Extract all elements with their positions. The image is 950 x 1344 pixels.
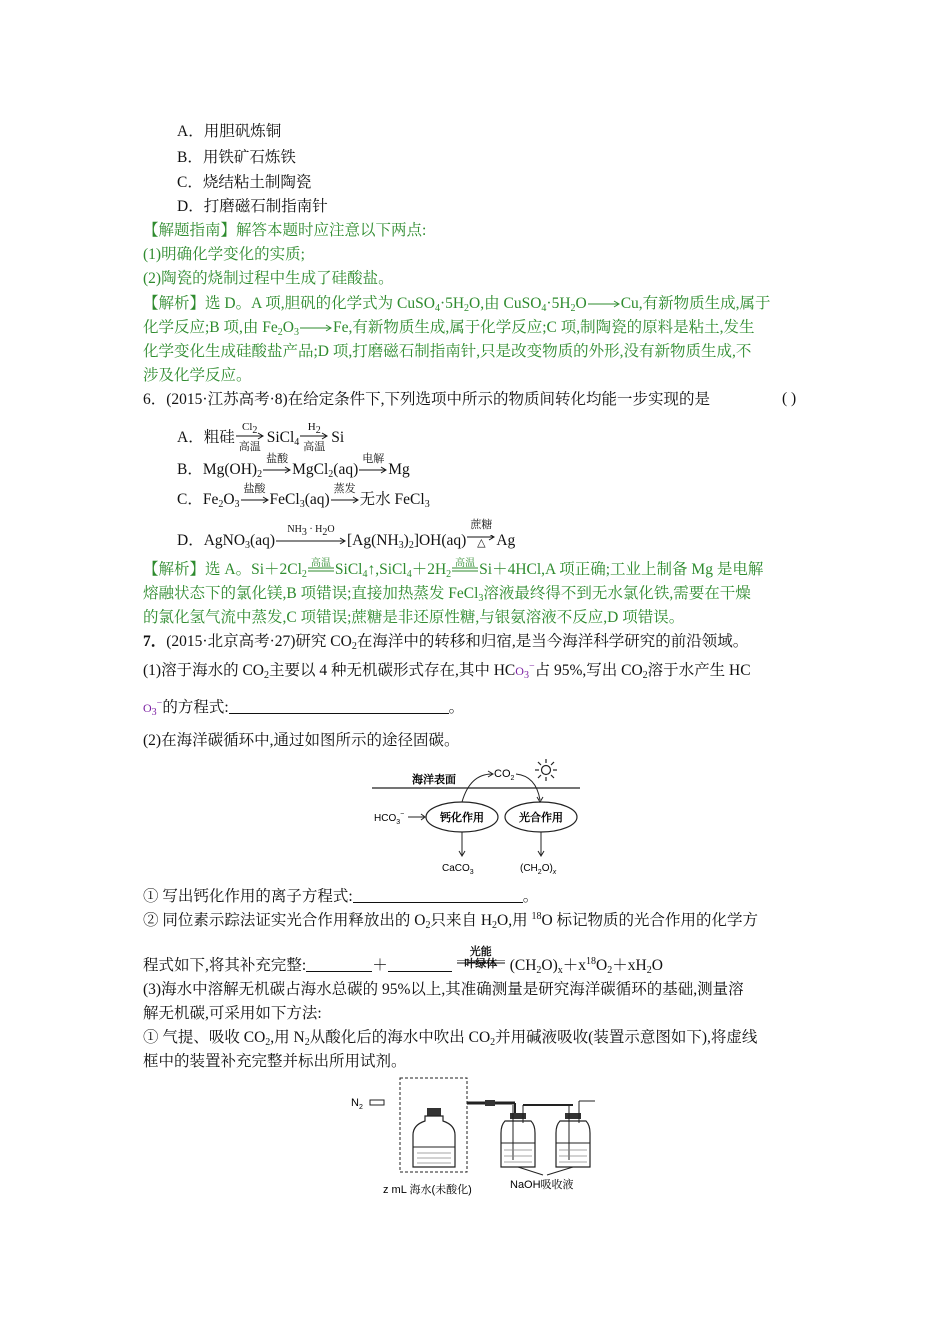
text: O bbox=[282, 319, 294, 336]
q7-part-3-sub-1-line-2: 框中的装置补充完整并标出所用试剂。 bbox=[143, 1053, 407, 1070]
text: B．Mg(OH) bbox=[177, 461, 258, 478]
text: 溶于水产生 HC bbox=[647, 662, 751, 679]
q7-part-3-sub-1: ① 气提、吸收 $CO_2$,用 $N_2$从酸化后的海水中吹出 $CO_2$并用碱液吸收(装置示意图如下),将虚线 bbox=[143, 1029, 758, 1048]
sub: 2 bbox=[322, 527, 328, 538]
text: 占 95%,写出 CO bbox=[534, 662, 643, 679]
condition-arrow bbox=[466, 519, 496, 549]
sub: 2 bbox=[328, 469, 334, 480]
text: Si bbox=[331, 429, 345, 446]
condition-arrow bbox=[299, 421, 329, 453]
photosynthesis-label: 光合作用 bbox=[519, 812, 563, 824]
q6-option-b bbox=[177, 453, 410, 480]
sup: − bbox=[156, 698, 163, 709]
q6-option-d bbox=[177, 519, 516, 551]
answer-blank[interactable] bbox=[229, 697, 449, 714]
text: 程式如下,将其补充完整: bbox=[143, 957, 307, 974]
condition-arrow bbox=[275, 524, 347, 545]
text: O,由 CuSO bbox=[469, 295, 542, 312]
cond: Cl bbox=[242, 421, 253, 433]
text: O 标记物质的光合作用的化学方 bbox=[541, 912, 759, 929]
q6-option-a bbox=[177, 421, 345, 453]
text: 化学反应;B 项,由 Fe bbox=[143, 319, 278, 336]
sub: 2 bbox=[252, 425, 258, 436]
q6-analysis-line-2: 熔融状态下的氯化镁,B 项错误;直接加热蒸发 FeCl$_3$溶液最终得不到无水氯化铁,需要在干燥 bbox=[143, 585, 751, 604]
text: O bbox=[575, 295, 587, 312]
text: ]OH(aq) bbox=[413, 532, 467, 549]
sub: 3 bbox=[424, 499, 430, 510]
condition-arrow bbox=[451, 558, 479, 574]
answer-blank[interactable] bbox=[306, 955, 372, 972]
sub: 3 bbox=[398, 540, 404, 551]
sub: 4 bbox=[294, 437, 300, 448]
answer-paren: ( ) bbox=[782, 390, 797, 407]
text: ·5H bbox=[439, 295, 465, 312]
q5-analysis-line-4: 涉及化学反应。 bbox=[143, 367, 252, 384]
text: 。 bbox=[448, 699, 465, 716]
cond: H bbox=[307, 421, 316, 433]
text: (2015·北京高考·27)研究 CO bbox=[166, 633, 352, 650]
text: 熔融状态下的氯化镁,B 项错误;直接加热蒸发 FeCl bbox=[143, 585, 479, 602]
sub: 3 bbox=[301, 527, 307, 538]
text: 只来自 H bbox=[430, 912, 493, 929]
hco3-label: $HCO_3^-$ bbox=[374, 811, 405, 826]
condition-arrow bbox=[235, 421, 265, 453]
text: Si＋4HCl,A 项正确;工业上制备 Mg 是电解 bbox=[479, 561, 764, 578]
guide-heading: 【解题指南】解答本题时应注意以下两点: bbox=[143, 222, 427, 239]
sub: 3 bbox=[234, 499, 240, 510]
q6-analysis-line-3: 的氯化氢气流中蒸发,C 项错误;蔗糖是非还原性糖,与银氨溶液不反应,D 项错误。 bbox=[143, 609, 685, 626]
text: D．AgNO bbox=[177, 532, 246, 549]
q7-sub-2-line-2: 程式如下,将其补充完整: ＋ 光能 叶绿体 $(CH_2O)_x+x^{18}O_2+xH_2O$ bbox=[143, 955, 663, 976]
q5-option-a: A．用胆矾炼铜 bbox=[177, 123, 282, 140]
seawater-label: z mL 海水(未酸化) bbox=[383, 1184, 472, 1196]
reaction-arrow bbox=[587, 298, 621, 308]
text: 溶液最终得不到无水氯化铁,需要在干燥 bbox=[483, 585, 751, 602]
absorption-bottle-2 bbox=[556, 1101, 595, 1167]
sample-flask bbox=[413, 1108, 455, 1167]
q5-option-c: C．烧结粘土制陶瓷 bbox=[177, 174, 312, 191]
sub: 3 bbox=[245, 540, 251, 551]
condition-arrow bbox=[262, 453, 292, 474]
guide-point-2: (2)陶瓷的烧制过程中生成了硅酸盐。 bbox=[143, 270, 394, 287]
text: ＋ bbox=[372, 957, 388, 974]
text: (aq) bbox=[333, 461, 359, 478]
q6-stem: 6．(2015·江苏高考·8)在给定条件下,下列选项中所示的物质间转化均能一步实现的是 bbox=[143, 391, 711, 408]
sup: 18 bbox=[531, 911, 542, 922]
sub: 3 bbox=[151, 707, 157, 718]
text: (aq) bbox=[250, 532, 275, 549]
text: ) bbox=[403, 532, 409, 549]
cond: 盐酸 bbox=[243, 483, 266, 495]
answer-blank[interactable] bbox=[388, 955, 452, 972]
cond: 光能 bbox=[469, 946, 492, 958]
sup: 18 bbox=[586, 956, 597, 967]
ion-symbol: O bbox=[515, 664, 524, 678]
cond: 蔗糖 bbox=[470, 519, 493, 531]
text: 无水 FeCl bbox=[359, 491, 425, 508]
cond: 高温 bbox=[303, 441, 326, 453]
calcification-label: 钙化作用 bbox=[440, 812, 484, 824]
q7-part-2: (2)在海洋碳循环中,通过如图所示的途径固碳。 bbox=[143, 732, 460, 749]
sub: x bbox=[557, 965, 563, 976]
reaction-arrow bbox=[299, 322, 333, 332]
sup: − bbox=[528, 661, 535, 672]
text: ＋xH bbox=[612, 957, 647, 974]
cond: 蒸发 bbox=[333, 483, 356, 495]
cond: NH bbox=[287, 524, 302, 535]
text: Mg bbox=[388, 461, 410, 478]
q5-option-b: B．用铁矿石炼铁 bbox=[177, 149, 296, 166]
text: C．Fe bbox=[177, 491, 219, 508]
cond: 高温 bbox=[455, 558, 476, 569]
text: ① 气提、吸收 CO bbox=[143, 1029, 266, 1046]
text: O bbox=[596, 957, 608, 974]
text: ② 同位素示踪法证实光合作用释放出的 O bbox=[143, 912, 426, 929]
cond: △ bbox=[477, 537, 486, 549]
cond: 高温 bbox=[238, 441, 261, 453]
text: [Ag(NH bbox=[346, 532, 399, 549]
text: ＋2H bbox=[411, 561, 447, 578]
bicarbonate-ion bbox=[143, 698, 163, 718]
q5-analysis-line-3: 化学变化生成硅酸盐产品;D 项,打磨磁石制指南针,只是改变物质的外形,没有新物质生成,不 bbox=[143, 343, 752, 360]
text: O bbox=[651, 957, 663, 974]
condition-arrow bbox=[330, 483, 360, 504]
text: ① 写出钙化作用的离子方程式: bbox=[143, 888, 353, 905]
carbon-cycle-figure bbox=[370, 758, 590, 878]
answer-blank[interactable] bbox=[353, 886, 523, 903]
absorption-bottle-1 bbox=[501, 1105, 535, 1167]
condition-arrow bbox=[240, 483, 270, 504]
text: ↑,SiCl bbox=[367, 561, 407, 578]
text: (1)溶于海水的 CO bbox=[143, 662, 264, 679]
text: FeCl bbox=[269, 491, 300, 508]
text: 并用碱液吸收(装置示意图如下),将虚线 bbox=[495, 1029, 758, 1046]
text: Fe,有新物质生成,属于化学反应;C 项,制陶瓷的原料是粘土,发生 bbox=[332, 319, 755, 336]
q5-option-d: D．打磨磁石制指南针 bbox=[177, 198, 328, 215]
text: A．粗硅 bbox=[177, 429, 235, 446]
text: O bbox=[223, 491, 235, 508]
caco3-label: CaCO$_3$ bbox=[442, 863, 474, 876]
text: 【解析】选 D。A 项,胆矾的化学式为 CuSO bbox=[143, 295, 435, 312]
q7-part-1-line-2 bbox=[143, 697, 464, 718]
q7-part-1-line-1: (1)溶于海水的 $CO_2$主要以 4 种无机碳形式存在,其中 $HCO_3^-$占 95%,写出 $CO_2$溶于水产生 HC bbox=[143, 661, 751, 681]
q5-analysis-line-2: 化学反应;B 项,由 $Fe_2O_3$ Fe,有新物质生成,属于化学反应;C 项,制陶瓷的原料是粘土,发生 bbox=[143, 319, 755, 338]
q7-stem: 7．(2015·北京高考·27)研究 $CO_2$在海洋中的转移和归宿,是当今海洋科学研究的前沿领域。 bbox=[143, 633, 749, 652]
text: 从酸化后的海水中吹出 CO bbox=[309, 1029, 491, 1046]
bicarbonate-ion bbox=[515, 661, 535, 681]
ch2o-label: $(CH_2O)_x$ bbox=[520, 863, 557, 876]
text: Cu,有新物质生成,属于 bbox=[620, 295, 771, 312]
condition-arrow bbox=[456, 946, 506, 970]
text: ＋x bbox=[562, 957, 587, 974]
text: 在海洋中的转移和归宿,是当今海洋科学研究的前沿领域。 bbox=[356, 633, 749, 650]
q7-part-3-line-2: 解无机碳,可采用如下方法: bbox=[143, 1005, 322, 1022]
cond: · H bbox=[306, 524, 323, 535]
cond: 高温 bbox=[310, 558, 331, 569]
sun-icon bbox=[535, 759, 557, 781]
sub: 3 bbox=[299, 499, 305, 510]
q7-sub-1 bbox=[143, 886, 538, 907]
q6-analysis-line-1: 【解析】选 A。$Si+2Cl_2$ 高温 $SiCl_4↑,SiCl_4+2H_2$ 高温 Si＋4HCl,A 项正确;工业上制备 Mg 是电解 bbox=[143, 560, 763, 580]
text: (CH bbox=[509, 957, 537, 974]
apparatus-figure bbox=[345, 1075, 605, 1201]
text: O) bbox=[541, 957, 558, 974]
sea-surface-label: 海洋表面 bbox=[412, 774, 456, 786]
sub: 2 bbox=[257, 469, 263, 480]
sub: 2 bbox=[315, 425, 321, 436]
question-number: 7． bbox=[143, 633, 167, 650]
text: SiCl bbox=[266, 429, 295, 446]
text: O,用 bbox=[497, 912, 532, 929]
q7-part-3-line-1: (3)海水中溶解无机碳占海水总碳的 95%以上,其准确测量是研究海洋碳循环的基础,测量溶 bbox=[143, 981, 744, 998]
text: 【解析】选 A。Si＋2Cl bbox=[143, 561, 302, 578]
text: SiCl bbox=[334, 561, 363, 578]
condition-arrow bbox=[307, 558, 335, 574]
cond: O bbox=[327, 524, 335, 535]
cond: 叶绿体 bbox=[464, 958, 498, 970]
text: 主要以 4 种无机碳形式存在,其中 HC bbox=[268, 662, 516, 679]
cond: 电解 bbox=[362, 453, 385, 465]
q5-analysis-line-1: 【解析】选 D。A 项,胆矾的化学式为 $CuSO_4\cdot 5H_2O$,由 $CuSO_4\cdot 5H_2O$ Cu,有新物质生成,属于 bbox=[143, 295, 771, 314]
q6-option-c bbox=[177, 483, 430, 510]
condition-arrow bbox=[358, 453, 388, 474]
text: ,用 N bbox=[270, 1029, 305, 1046]
cond: 盐酸 bbox=[266, 453, 289, 465]
q7-sub-2-line-1: ② 同位素示踪法证实光合作用释放出的 $O_2$只来自 $H_2O$,用 $^{18}$O 标记物质的光合作用的化学方 bbox=[143, 911, 759, 931]
sub: 2 bbox=[218, 499, 224, 510]
n2-label: $N_2$ bbox=[351, 1097, 363, 1111]
sub: 2 bbox=[408, 540, 414, 551]
sub: 3 bbox=[523, 670, 529, 681]
ion-symbol: O bbox=[143, 701, 152, 715]
naoh-label: NaOH吸收液 bbox=[510, 1179, 574, 1191]
text: ·5H bbox=[546, 295, 571, 312]
text: 。 bbox=[522, 888, 539, 905]
text: 的方程式: bbox=[162, 699, 229, 716]
text: (aq) bbox=[304, 491, 330, 508]
text: Ag bbox=[496, 532, 516, 549]
guide-point-1: (1)明确化学变化的实质; bbox=[143, 246, 305, 263]
text: MgCl bbox=[292, 461, 329, 478]
co2-label: $CO_2$ bbox=[494, 768, 515, 782]
